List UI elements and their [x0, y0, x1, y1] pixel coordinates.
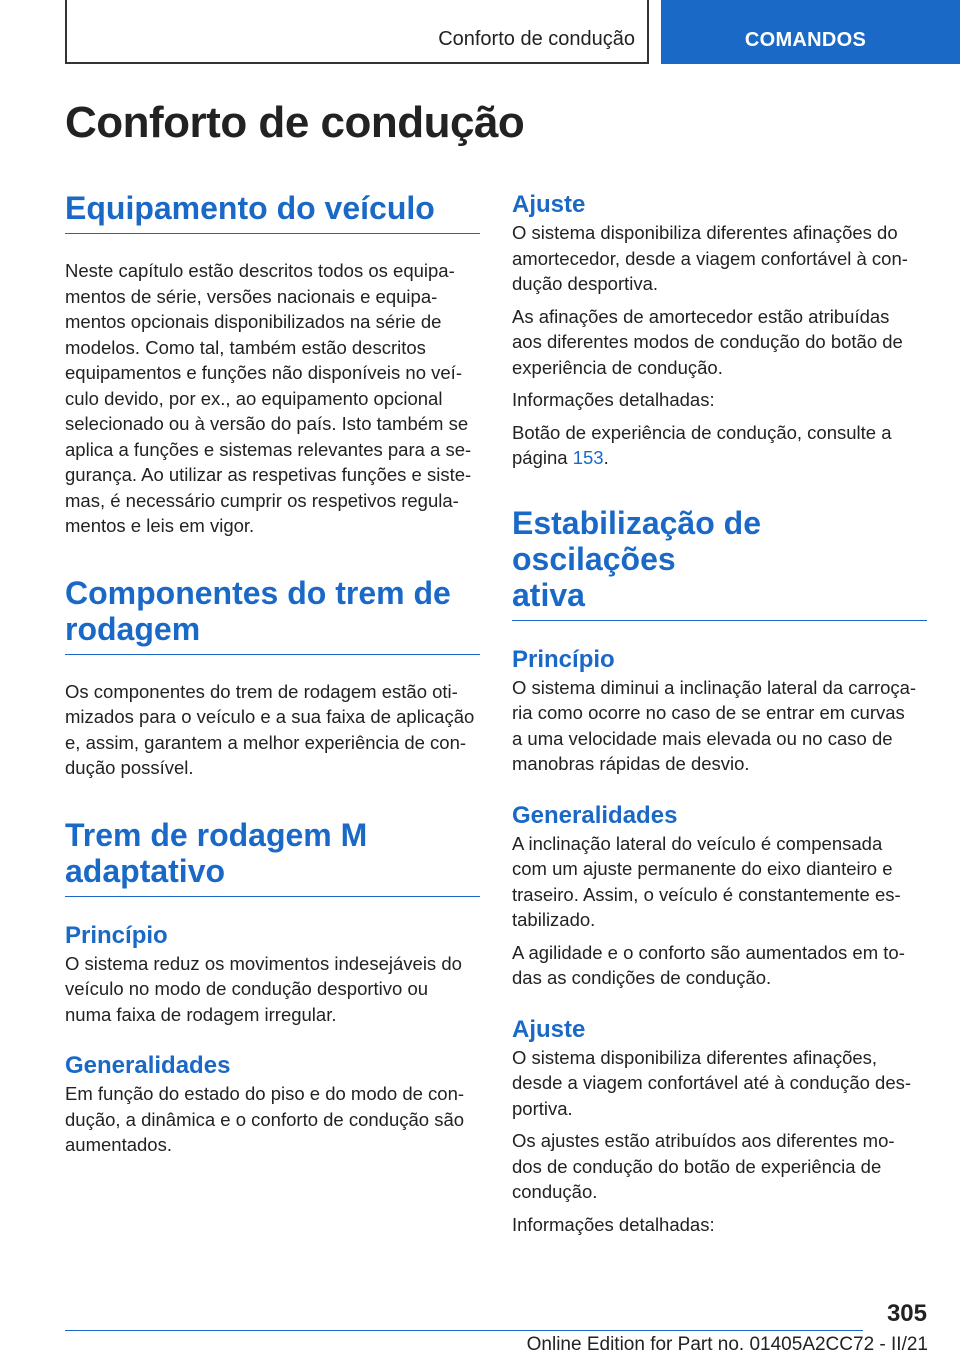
paragraph-generalidades-right-2: A agilidade e o conforto são aumentados em to- das as condições de condução. [512, 941, 905, 988]
footer-edition: Online Edition for Part no. 01405A2CC72 - II/21 [526, 1334, 928, 1355]
heading-estabilizacao: Estabilização de oscilações ativa [512, 505, 927, 621]
paragraph-generalidades-right-1: A inclinação lateral do veículo é compensada com um ajuste permanente do eixo dianteiro e traseiro. Assim, o veículo é constantemente es- tabilizado. [512, 832, 901, 930]
chapter-tab [661, 0, 960, 64]
header-section-title: Conforto de condução [438, 28, 635, 50]
chapter-tab-label: COMANDOS [744, 29, 867, 51]
paragraph-generalidades: Em função do estado do piso e do modo de con- dução, a dinâmica e o conforto de condução são aumentados. [65, 1083, 465, 1155]
paragraph-info: Informações detalhadas: [512, 389, 715, 410]
header-section-box [65, 0, 649, 64]
paragraph-principio-right: O sistema diminui a inclinação lateral da carroça- ria como ocorre no caso de se entrar em curvas a uma velocidade mais elevada ou no caso de manobras rápidas de desvio. [512, 676, 917, 774]
heading-trem-adaptativo: Trem de rodagem M adaptativo [65, 817, 480, 897]
paragraph-equipamento: Neste capítulo estão descritos todos os equipa- mentos de série, versões nacionais e equipa- mentos opcionais disponibilizados na série de modelos. Como tal, também estão descritos equipamentos e funções não disponíveis no veí- culo devido, por ex., ao equipamento opcional selecionado ou à versão do país. Isto também se aplica a funções e sistemas relevantes para a se- gurança. Ao utilizar as respetivas funções e siste- mas, é necessário cumprir os respetivos regula- mentos e leis em vigor. [65, 260, 472, 536]
heading-equipamento: Equipamento do veículo [65, 190, 480, 234]
subheading-generalidades: Generalidades [65, 1052, 231, 1079]
paragraph-info-2: Informações detalhadas: [512, 1213, 715, 1235]
page-reference-link[interactable]: 153 [572, 447, 604, 468]
paragraph-componentes: Os componentes do trem de rodagem estão oti- mizados para o veículo e a sua faixa de aplicação e, assim, garantem a melhor experiência de con- dução possível. [65, 680, 475, 778]
right-column [512, 190, 927, 1237]
paragraph-ajuste-1: O sistema disponibiliza diferentes afinações do amortecedor, desde a viagem confortável à con- dução desportiva. [512, 222, 908, 294]
subheading-principio-right: Princípio [512, 645, 615, 673]
paragraph-ajuste2-1: O sistema disponibiliza diferentes afinações, desde a viagem confortável até à condução des- portiva. [512, 1046, 912, 1119]
page-number: 305 [886, 1300, 927, 1327]
paragraph-principio: O sistema reduz os movimentos indesejáveis do veículo no modo de condução desportivo ou numa faixa de rodagem irregular. [65, 952, 462, 1025]
page-title: Conforto de condução [65, 98, 525, 147]
paragraph-ajuste-2: As afinações de amortecedor estão atribuídas aos diferentes modos de condução do botão de experiência de condução. [512, 305, 903, 378]
heading-componentes: Componentes do trem de rodagem [65, 575, 480, 655]
subheading-generalidades-right: Generalidades [512, 801, 678, 829]
subheading-ajuste-2: Ajuste [512, 1015, 586, 1043]
paragraph-ajuste2-2: Os ajustes estão atribuídos aos diferentes mo- dos de condução do botão de experiência de condução. [512, 1130, 895, 1202]
left-column [65, 190, 480, 1158]
paragraph-reference: Botão de experiência de condução, consulte a página 153. [512, 421, 892, 468]
footer-divider [65, 1330, 863, 1331]
subheading-ajuste: Ajuste [512, 191, 586, 218]
subheading-principio: Princípio [65, 921, 168, 949]
